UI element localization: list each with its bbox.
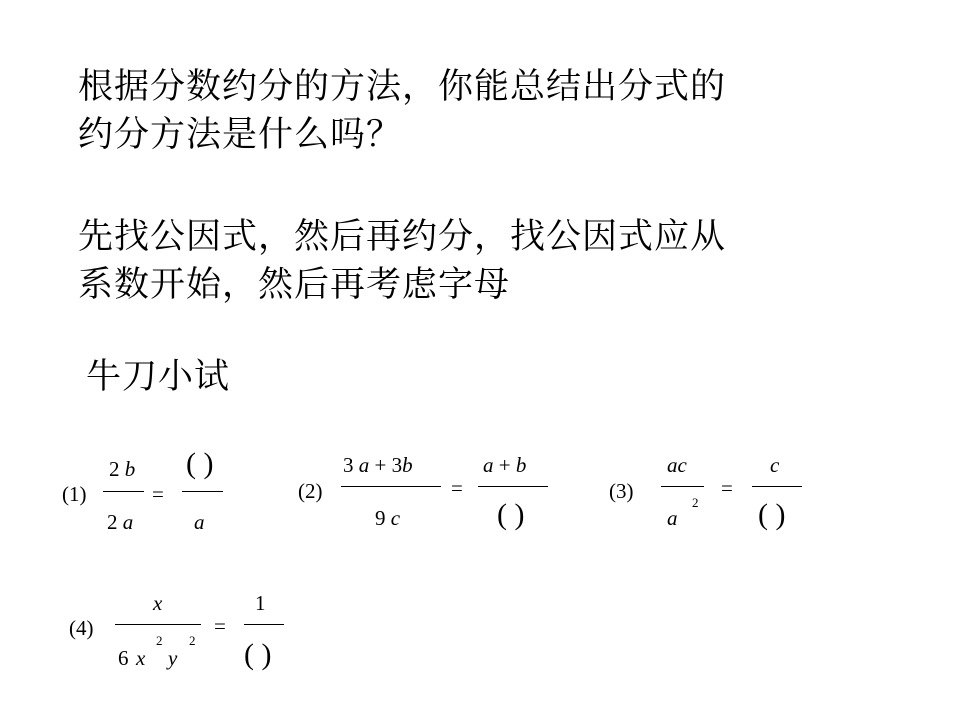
problem-1-rhs-fraction-bar xyxy=(182,491,223,492)
problem-3-label: (3) xyxy=(609,479,634,503)
problem-2-rhs-num-plus: + xyxy=(498,453,511,477)
problem-3-rhs-fraction-bar xyxy=(752,486,802,487)
problem-1-rhs-denominator: a xyxy=(194,510,205,534)
problem-2-lhs-fraction-bar xyxy=(341,486,441,487)
problem-2-rhs-numerator xyxy=(483,453,526,477)
problem-2-lhs-num-var-2: b xyxy=(402,453,413,477)
problem-1-lhs-num-var: b xyxy=(124,457,136,481)
problem-1-label: (1) xyxy=(62,482,87,506)
problem-4-label: (4) xyxy=(69,616,94,640)
problem-3-lhs-denominator: a xyxy=(667,506,678,530)
problem-4-lhs-den-var-y: y xyxy=(168,646,178,670)
problem-4-lhs-den-exp-y: 2 xyxy=(189,633,196,648)
problem-3-lhs-exponent: 2 xyxy=(692,495,699,510)
problem-1-lhs-num-coef: 2 xyxy=(109,457,120,481)
problem-4-lhs-fraction-bar xyxy=(115,624,201,625)
problem-1-equals: = xyxy=(152,482,164,506)
problem-3-rhs-numerator: c xyxy=(770,453,780,477)
question-line-2: 约分方法是什么吗？ xyxy=(78,115,403,155)
problem-2-lhs-num-coef-1: 3 xyxy=(343,453,354,477)
problem-2-lhs-denominator xyxy=(375,506,400,530)
problem-2-rhs-num-var-b: b xyxy=(515,453,527,477)
problem-1-rhs-blank: ( ) xyxy=(186,447,214,480)
problem-4-equals: = xyxy=(214,614,226,638)
problem-1-lhs-denominator xyxy=(107,510,133,534)
problem-4-rhs-blank: ( ) xyxy=(244,638,272,671)
problem-3-rhs-blank: ( ) xyxy=(758,498,786,531)
problem-2-lhs-num-coef-2: 3 xyxy=(391,453,403,477)
problem-2-equals: = xyxy=(451,476,463,500)
problem-4-lhs-den-exp-x: 2 xyxy=(156,633,163,648)
problem-4-lhs-numerator: x xyxy=(153,591,163,615)
problem-2-lhs-num-plus: + xyxy=(374,453,387,477)
problem-2-lhs-den-var: c xyxy=(390,506,401,530)
problem-2-lhs-numerator xyxy=(343,453,413,477)
problem-4-lhs-den-coef: 6 xyxy=(118,646,129,670)
problem-2-label: (2) xyxy=(298,479,323,503)
problem-2-rhs-blank: ( ) xyxy=(497,498,525,531)
problem-2-lhs-den-coef: 9 xyxy=(375,506,386,530)
problem-2-lhs-num-var-1: a xyxy=(358,453,370,477)
answer-line-1: 先找公因式，然后再约分，找公因式应从 xyxy=(78,217,727,257)
problem-2-rhs-num-var-a: a xyxy=(483,453,494,477)
answer-line-2: 系数开始，然后再考虑字母 xyxy=(78,265,511,305)
problem-1-lhs-fraction-bar xyxy=(103,491,144,492)
problem-3-lhs-numerator: ac xyxy=(667,453,687,477)
problem-4-rhs-numerator: 1 xyxy=(255,591,266,615)
practice-title: 牛刀小试 xyxy=(86,357,231,397)
problem-2-rhs-fraction-bar xyxy=(478,486,548,487)
problem-4-lhs-den-var-x: x xyxy=(136,646,146,670)
problem-4-rhs-fraction-bar xyxy=(244,624,284,625)
question-line-1: 根据分数约分的方法，你能总结出分式的 xyxy=(78,67,727,107)
problem-1-lhs-numerator xyxy=(109,457,135,481)
problem-1-lhs-den-coef: 2 xyxy=(107,510,118,534)
problem-1-lhs-den-var: a xyxy=(122,510,134,534)
problem-3-equals: = xyxy=(721,476,733,500)
problem-3-lhs-fraction-bar xyxy=(661,486,704,487)
